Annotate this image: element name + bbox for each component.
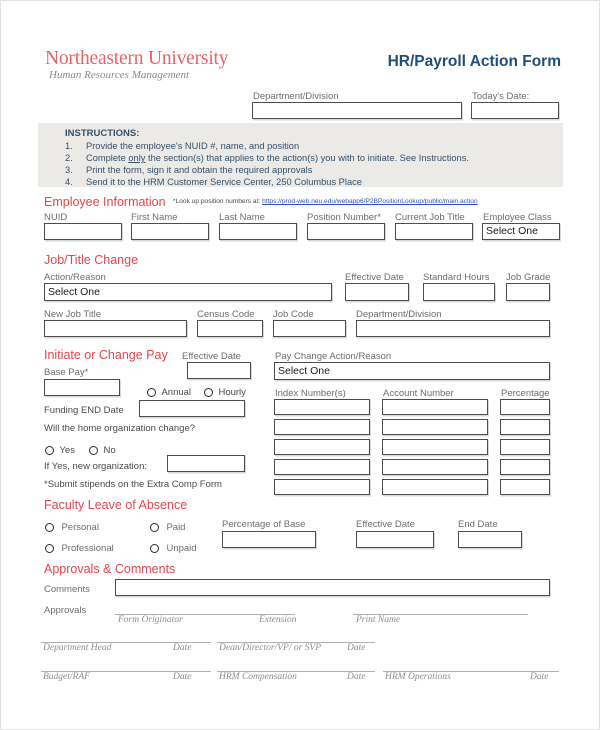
current-job-title-label: Current Job Title: [395, 212, 465, 223]
section-heading-job-title-change: Job/Title Change: [44, 253, 139, 267]
percentage-of-base-label: Percentage of Base: [222, 519, 306, 530]
pay-effective-date-label: Effective Date: [182, 351, 241, 362]
action-reason-select[interactable]: [44, 283, 332, 301]
comments-value: [116, 580, 549, 581]
new-organization-label: If Yes, new organization:: [44, 461, 147, 472]
standard-hours-label: Standard Hours: [423, 272, 490, 283]
last-name-label: Last Name: [219, 212, 265, 223]
base-pay-value: [45, 380, 119, 381]
professional-radio[interactable]: [45, 544, 54, 553]
signature-caption-hrm-operations: HRM Operations: [385, 672, 451, 682]
current-job-title-input[interactable]: [395, 223, 473, 240]
account-number-value: [383, 440, 487, 441]
job-grade-input[interactable]: [506, 283, 550, 301]
percentage-of-base-input[interactable]: [222, 531, 316, 548]
first-name-label: First Name: [131, 212, 178, 223]
department-logo-subtext: Human Resources Management: [49, 69, 190, 81]
account-number-input[interactable]: [382, 479, 488, 495]
index-number-value: [275, 400, 369, 401]
personal-radio[interactable]: [45, 523, 54, 532]
percentage-input[interactable]: [500, 479, 550, 495]
percentage-value: [501, 420, 549, 421]
percentage-input[interactable]: [500, 399, 550, 415]
new-job-title-value: [45, 321, 186, 322]
nuid-label: NUID: [44, 212, 68, 223]
leave-end-date-input[interactable]: [458, 531, 522, 548]
signature-caption-hrm-compensation: HRM Compensation: [219, 672, 297, 682]
funding-end-date-value: [140, 401, 244, 402]
index-number-input[interactable]: [274, 399, 370, 415]
account-number-value: [383, 400, 487, 401]
index-number-input[interactable]: [274, 439, 370, 455]
position-number-value: [308, 224, 384, 225]
job-grade-value: [507, 284, 549, 285]
leave-end-date-label: End Date: [458, 519, 498, 530]
annual-radio[interactable]: [147, 388, 156, 397]
approvals-label: Approvals: [44, 605, 87, 616]
job-effective-date-input[interactable]: [345, 283, 409, 301]
signature-caption-extension: Extension: [259, 615, 297, 625]
stipend-note: *Submit stipends on the Extra Comp Form: [44, 479, 222, 490]
comments-input[interactable]: [115, 579, 550, 596]
home-org-yes-option[interactable]: [45, 442, 75, 460]
instruction-number: 3.: [65, 165, 73, 175]
signature-caption-date: Date: [173, 672, 192, 682]
percentage-value: [501, 400, 549, 401]
signature-caption-budget-raf: Budget/RAF: [43, 672, 90, 682]
index-number-value: [275, 420, 369, 421]
percentage-value: [501, 460, 549, 461]
account-number-input[interactable]: [382, 459, 488, 475]
nuid-input[interactable]: [44, 223, 122, 240]
job-department-division-input[interactable]: [356, 320, 550, 337]
no-label: No: [103, 445, 116, 456]
position-lookup-note: [173, 198, 478, 205]
department-division-header-label: Department/Division: [253, 91, 339, 102]
home-org-no-option[interactable]: [89, 442, 116, 460]
job-department-division-label: Department/Division: [356, 309, 442, 320]
signature-caption-date: Date: [530, 672, 549, 682]
percentage-input[interactable]: [500, 459, 550, 475]
census-code-input[interactable]: [197, 320, 263, 337]
instruction-item: [65, 141, 555, 151]
paid-label: Paid: [166, 522, 186, 533]
index-number-value: [275, 440, 369, 441]
percentage-value: [501, 440, 549, 441]
funding-end-date-input[interactable]: [139, 400, 245, 417]
job-effective-date-label: Effective Date: [345, 272, 404, 283]
position-lookup-note-text: *Look up position numbers at:: [173, 198, 261, 205]
percentage-of-base-value: [223, 532, 315, 533]
index-number-input[interactable]: [274, 479, 370, 495]
pay-change-action-reason-label: Pay Change Action/Reason: [275, 351, 392, 362]
section-heading-employee-information: Employee Information: [44, 195, 166, 209]
job-code-input[interactable]: [273, 320, 346, 337]
position-number-input[interactable]: [307, 223, 385, 240]
leave-effective-date-label: Effective Date: [356, 519, 415, 530]
signature-caption-date: Date: [347, 672, 366, 682]
position-lookup-link[interactable]: https://prod-web.neu.edu/webapp6/P2BPositionLookup/public/main.action: [262, 198, 478, 205]
paid-radio[interactable]: [150, 523, 159, 532]
base-pay-label: Base Pay*: [44, 367, 89, 378]
yes-radio[interactable]: [45, 446, 54, 455]
personal-label: Personal: [61, 522, 99, 533]
instruction-number: 4.: [65, 177, 73, 187]
instructions-title: INSTRUCTIONS:: [65, 128, 140, 139]
instruction-text: Send it to the HRM Customer Service Center, 250 Columbus Place: [86, 177, 362, 187]
signature-caption-department-head: Department Head: [43, 643, 112, 653]
instruction-item: [65, 177, 555, 187]
first-name-value: [132, 224, 208, 225]
professional-radio-option[interactable]: [45, 540, 114, 558]
instruction-text: Provide the employee's NUID #, name, and position: [86, 141, 300, 151]
leave-end-date-value: [459, 532, 521, 533]
funding-end-date-label: Funding END Date: [44, 405, 124, 416]
standard-hours-input[interactable]: [423, 283, 495, 301]
index-number-input[interactable]: [274, 459, 370, 475]
department-division-header-input[interactable]: [252, 102, 462, 119]
leave-effective-date-input[interactable]: [356, 531, 434, 548]
index-number-label: Index Number(s): [275, 388, 346, 399]
action-reason-value: Select One: [48, 286, 100, 298]
signature-caption-date: Date: [347, 643, 366, 653]
instruction-item: [65, 165, 555, 175]
account-number-input[interactable]: [382, 399, 488, 415]
employee-class-label: Employee Class: [483, 212, 552, 223]
signature-caption-dean-director-vp: Dean/Director/VP/ or SVP: [219, 643, 322, 653]
hourly-radio[interactable]: [204, 388, 213, 397]
position-number-label: Position Number*: [307, 212, 381, 223]
todays-date-value: [472, 103, 558, 104]
account-number-label: Account Number: [383, 388, 454, 399]
index-number-input[interactable]: [274, 419, 370, 435]
census-code-value: [198, 321, 262, 322]
page-title: HR/Payroll Action Form: [387, 53, 561, 70]
standard-hours-value: [424, 284, 494, 285]
percentage-label: Percentage: [501, 388, 550, 399]
unpaid-radio[interactable]: [150, 544, 159, 553]
leave-effective-date-value: [357, 532, 433, 533]
percentage-value: [501, 480, 549, 481]
section-heading-initiate-or-change-pay: Initiate or Change Pay: [44, 348, 168, 362]
current-job-title-value: [396, 224, 472, 225]
employee-class-select[interactable]: [482, 223, 560, 240]
comments-label: Comments: [44, 584, 90, 595]
paid-radio-option[interactable]: [150, 519, 185, 537]
job-effective-date-value: [346, 284, 408, 285]
todays-date-label: Today's Date:: [472, 91, 530, 102]
section-heading-approvals-and-comments: Approvals & Comments: [44, 562, 176, 576]
instruction-text: Print the form, sign it and obtain the required approvals: [86, 165, 313, 175]
no-radio[interactable]: [89, 446, 98, 455]
census-code-label: Census Code: [197, 309, 255, 320]
job-code-value: [274, 321, 345, 322]
university-logo-text: Northeastern University: [45, 48, 229, 69]
new-organization-value: [168, 456, 244, 457]
account-number-input[interactable]: [382, 419, 488, 435]
instruction-emphasis: only: [128, 153, 146, 163]
last-name-input[interactable]: [219, 223, 297, 240]
nuid-value: [45, 224, 121, 225]
signature-caption-form-originator: Form Originator: [118, 615, 183, 625]
first-name-input[interactable]: [131, 223, 209, 240]
index-number-value: [275, 480, 369, 481]
new-organization-input[interactable]: [167, 455, 245, 472]
account-number-value: [383, 420, 487, 421]
action-reason-label: Action/Reason: [44, 272, 106, 283]
hourly-label: Hourly: [218, 387, 246, 398]
instruction-item: [65, 153, 555, 163]
index-number-value: [275, 460, 369, 461]
last-name-value: [220, 224, 296, 225]
job-code-label: Job Code: [273, 309, 314, 320]
percentage-input[interactable]: [500, 419, 550, 435]
unpaid-label: Unpaid: [166, 543, 197, 554]
annual-label: Annual: [161, 387, 192, 398]
signature-caption-date: Date: [173, 643, 192, 653]
instruction-number: 2.: [65, 153, 73, 163]
employee-class-value: Select One: [486, 225, 538, 237]
pay-change-action-reason-select[interactable]: [274, 362, 550, 380]
unpaid-radio-option[interactable]: [150, 540, 197, 558]
account-number-value: [383, 480, 487, 481]
yes-label: Yes: [59, 445, 75, 456]
account-number-value: [383, 460, 487, 461]
job-grade-label: Job Grade: [506, 272, 551, 283]
professional-label: Professional: [61, 543, 114, 554]
home-organization-question: Will the home organization change?: [44, 423, 196, 434]
instruction-number: 1.: [65, 141, 73, 151]
new-job-title-label: New Job Title: [44, 309, 102, 320]
section-heading-faculty-leave-of-absence: Faculty Leave of Absence: [44, 498, 188, 512]
percentage-input[interactable]: [500, 439, 550, 455]
account-number-input[interactable]: [382, 439, 488, 455]
personal-radio-option[interactable]: [45, 519, 99, 537]
department-division-header-value: [253, 103, 461, 104]
base-pay-input[interactable]: [44, 379, 120, 396]
pay-effective-date-value: [188, 363, 250, 364]
job-department-division-value: [357, 321, 549, 322]
pay-change-action-reason-value: Select One: [278, 365, 330, 377]
instruction-text: Complete only the section(s) that applies to the action(s) you with to initiate. See Instructions.: [86, 153, 469, 163]
new-job-title-input[interactable]: [44, 320, 187, 337]
signature-caption-print-name: Print Name: [356, 615, 401, 625]
todays-date-input[interactable]: [471, 102, 559, 119]
instructions-box: [38, 123, 563, 187]
pay-effective-date-input[interactable]: [187, 362, 251, 379]
